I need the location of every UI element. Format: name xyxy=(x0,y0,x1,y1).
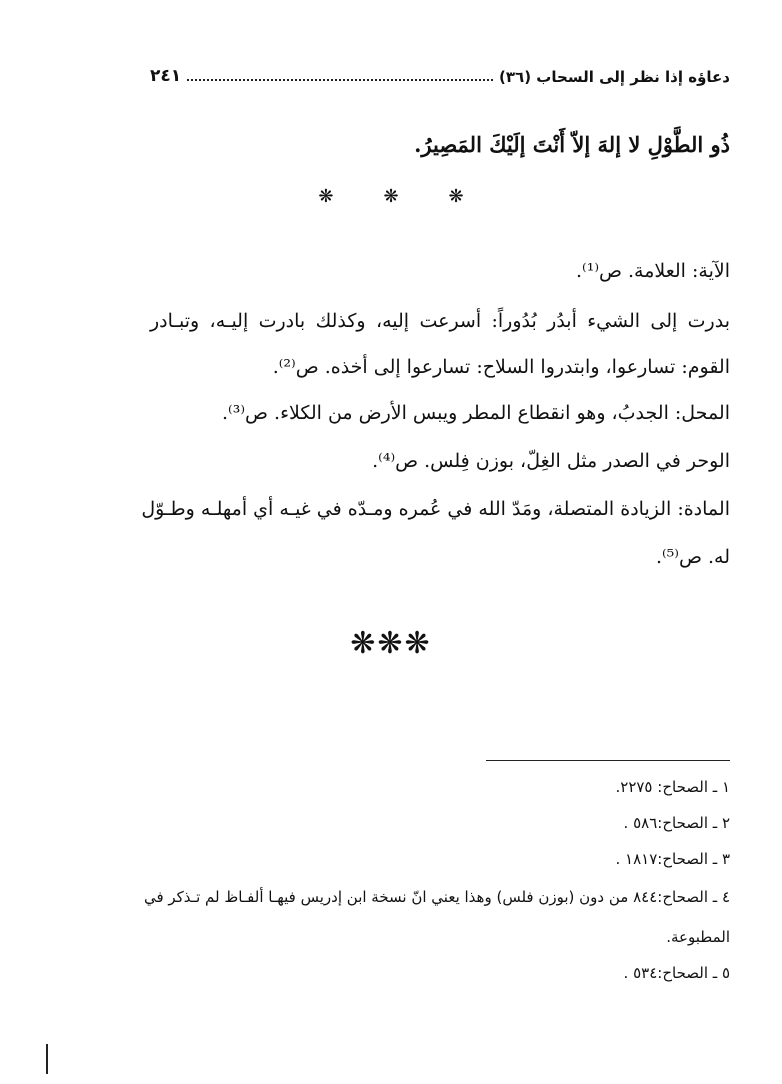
entry-line: له. ص⁽⁵⁾. xyxy=(655,546,730,568)
footnote-line: ٢ ـ الصحاح:٥٨٦ . xyxy=(623,814,730,832)
separator-star: ❋ xyxy=(383,186,399,207)
footnote-line: ٥ ـ الصحاح:٥٣٤ . xyxy=(623,964,730,982)
page-number: ٢٤١ xyxy=(150,66,182,86)
running-header xyxy=(150,62,730,86)
footnote-rule xyxy=(486,760,730,761)
margin-mark xyxy=(46,1044,48,1074)
footnote-line: المطبوعة. xyxy=(666,928,730,946)
footnote-line: ٤ ـ الصحاح:٨٤٤ من دون (بوزن فلس) وهذا يعني انّ نسخة ابن إدريس فيهـا ألفـاظ لم تـذكر في xyxy=(143,888,730,906)
entry-line: الآية: العلامة. ص⁽¹⁾. xyxy=(575,260,730,282)
end-ornament: ❋❋❋ xyxy=(350,626,432,661)
entry-line: القوم: تسارعوا، وابتدروا السلاح: تسارعوا إلى أخذه. ص⁽²⁾. xyxy=(272,356,730,378)
separator-star: ❋ xyxy=(448,186,464,207)
header-leader-dots xyxy=(187,79,493,81)
verse-line: ذُو الطَّوْلِ لا إلهَ إلاّ أَنْتَ إلَيْكَ المَصِيرُ. xyxy=(414,132,730,157)
footnote-line: ١ ـ الصحاح: ٢٢٧٥. xyxy=(615,778,730,796)
entry-line: الوحر في الصدر مثل الغِلّ، بوزن فِلس. ص⁽⁴⁾. xyxy=(372,450,730,472)
header-title: دعاؤه إذا نظر إلى السحاب (٣٦) xyxy=(499,68,730,86)
entry-line: المحل: الجدبُ، وهو انقطاع المطر ويبس الأرض من الكلاء. ص⁽³⁾. xyxy=(222,402,730,424)
entry-line: المادة: الزيادة المتصلة، ومَدّ الله في عُمره ومـدّه في غيـه أي أمهلـه وطـوّل xyxy=(141,498,730,520)
footnote-line: ٣ ـ الصحاح:١٨١٧ . xyxy=(615,850,730,868)
entry-line: بدرت إلى الشيء أبدُر بُدُوراً: أسرعت إليه، وكذلك بادرت إليـه، وتبـادر xyxy=(150,310,730,332)
section-separator xyxy=(0,186,782,207)
separator-star: ❋ xyxy=(318,186,334,207)
